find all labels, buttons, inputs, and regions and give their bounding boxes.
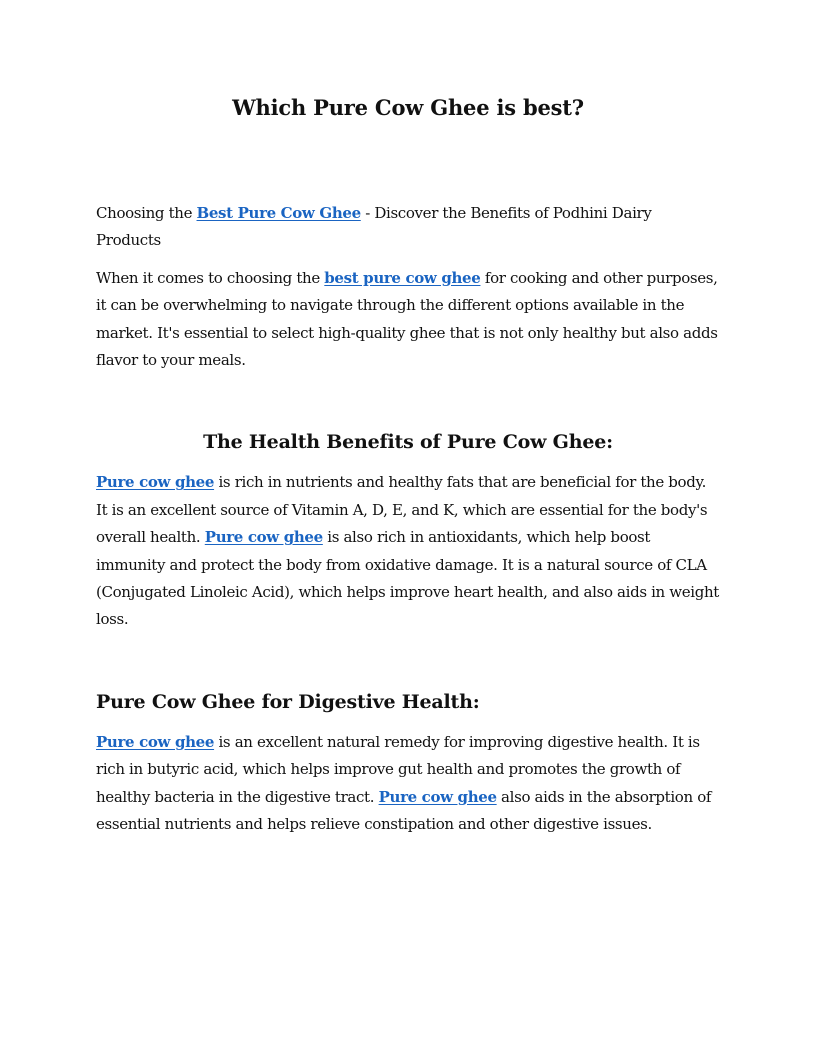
pure-cow-ghee-link[interactable]: Pure cow ghee [96, 473, 215, 492]
health-benefits-paragraph [96, 469, 720, 633]
choosing-text-after: for cooking and other purposes, it can be overwhelming to navigate through the different options available in the market. It's essential to select high-quality ghee that is not only healthy but also adds flavor to your meals. [96, 268, 718, 370]
pure-cow-ghee-link[interactable]: Pure cow ghee [378, 787, 497, 806]
health-benefits-text-2: is also rich in antioxidants, which help boost immunity and protect the body from oxidative damage. It is a natural source of CLA (Conjugated Linoleic Acid), which helps improve heart health, and also aids in weight loss. [96, 528, 719, 629]
digestive-health-heading: Pure Cow Ghee for Digestive Health: [96, 690, 480, 713]
health-benefits-heading: The Health Benefits of Pure Cow Ghee: [203, 431, 613, 454]
best-pure-cow-ghee-link[interactable]: Best Pure Cow Ghee [196, 204, 361, 222]
page-title: Which Pure Cow Ghee is best? [232, 95, 584, 120]
pure-cow-ghee-link[interactable]: Pure cow ghee [96, 732, 215, 751]
health-benefits-text-1: is rich in nutrients and healthy fats that are beneficial for the body. It is an excellent source of Vitamin A, D, E, and K, which are essential for the body's overall health. [96, 473, 708, 547]
pure-cow-ghee-link[interactable]: Pure cow ghee [204, 528, 323, 547]
digestive-health-text-1: is an excellent natural remedy for improving digestive health. It is rich in butyric acid, which helps improve gut health and promotes the growth of healthy bacteria in the digestive tract. [96, 732, 700, 806]
intro-paragraph [96, 200, 720, 255]
choosing-text-before: When it comes to choosing the [96, 268, 325, 287]
best-pure-cow-ghee-inline-link[interactable]: best pure cow ghee [324, 268, 481, 287]
choosing-paragraph [96, 265, 720, 375]
digestive-health-paragraph [96, 729, 720, 839]
intro-text-after: - Discover the Benefits of Podhini Dairy Products [96, 204, 652, 250]
intro-text-before: Choosing the [96, 204, 197, 222]
digestive-health-text-2: also aids in the absorption of essential nutrients and helps relieve constipation and other digestive issues. [96, 787, 712, 834]
document-content [96, 94, 720, 839]
